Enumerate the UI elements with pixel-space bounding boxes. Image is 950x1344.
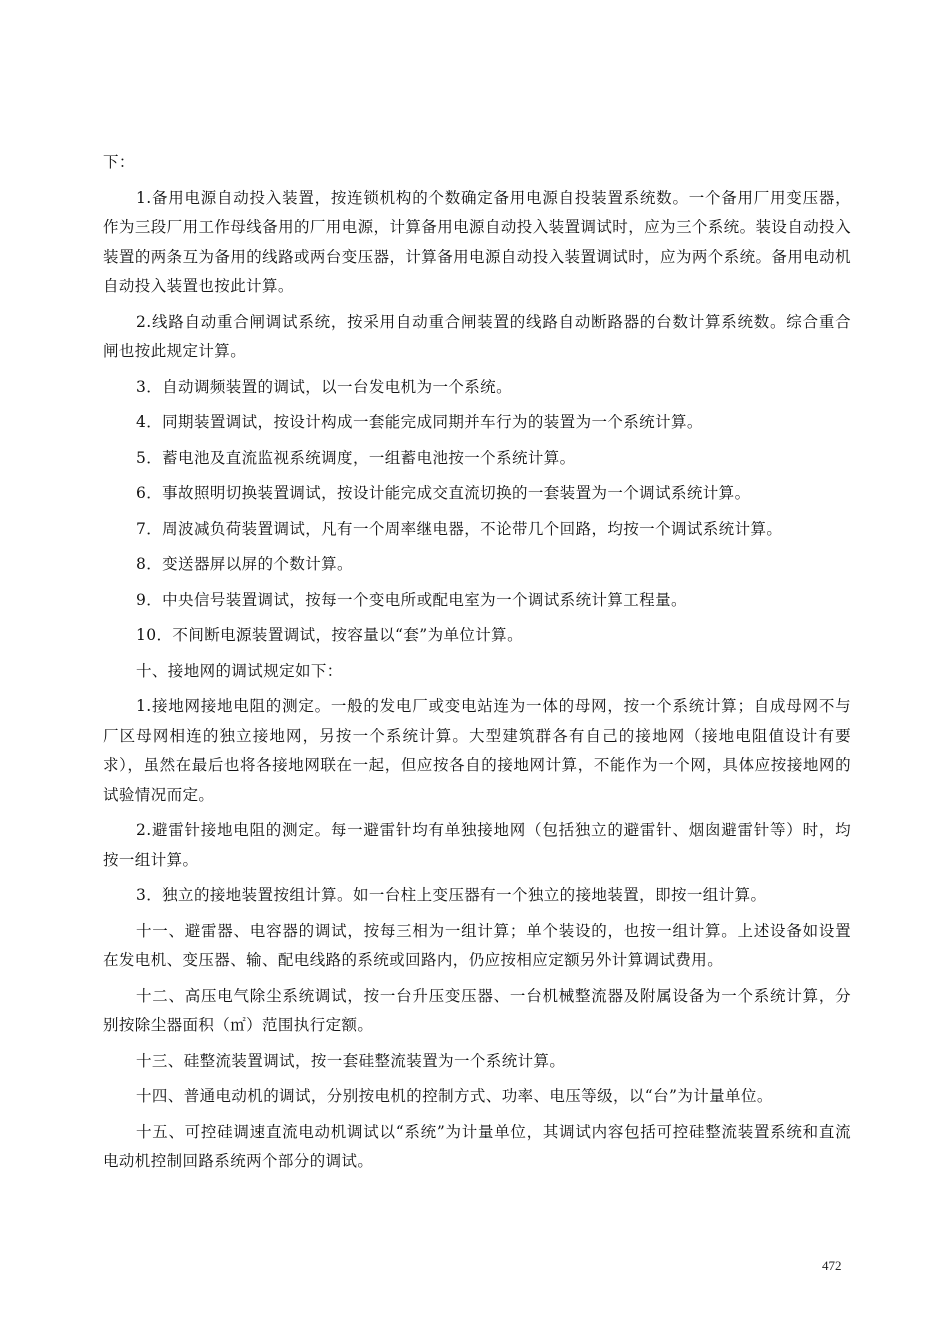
section-13: 十三、硅整流装置调试，按一套硅整流装置为一个系统计算。: [136, 1051, 566, 1070]
paragraph-grounding-2: 2.避雷针接地电阻的测定。每一避雷针均有单独接地网（包括独立的避雷针、烟囱避雷针等）时，均按一组计算。: [103, 821, 851, 869]
paragraph-item-9: 9．中央信号装置调试，按每一个变电所或配电室为一个调试系统计算工程量。: [136, 590, 687, 609]
paragraph-item-8: 8．变送器屏以屏的个数计算。: [136, 555, 353, 573]
paragraph-item-7: 7．周波减负荷装置调试，凡有一个周率继电器，不论带几个回路，均按一个调试系统计算。: [136, 519, 783, 538]
paragraph-grounding-3: 3．独立的接地装置按组计算。如一台柱上变压器有一个独立的接地装置，即按一组计算。: [136, 886, 767, 904]
paragraph-item-4: 4．同期装置调试，按设计构成一套能完成同期并车行为的装置为一个系统计算。: [136, 413, 703, 431]
section-12: 十二、高压电气除尘系统调试，按一台升压变压器、一台机械整流器及附属设备为一个系统计算，分别按除尘器面积（㎡）范围执行定额。: [103, 986, 851, 1034]
page-number: 472: [822, 1258, 842, 1273]
paragraph-item-10: 10．不间断电源装置调试，按容量以“套”为单位计算。: [136, 626, 523, 644]
paragraph-item-1: 1.备用电源自动投入装置，按连锁机构的个数确定备用电源自投装置系统数。一个备用厂用变压器，作为三段厂用工作母线备用的厂用电源，计算备用电源自动投入装置调试时，应为三个系统。装设自动投入装置的两条互为备用的线路或两台变压器，计算备用电源自动投入装置调试时，应为两个系统。备用电动机自动投入装置也按此计算。: [103, 188, 851, 295]
paragraph-item-2: 2.线路自动重合闸调试系统，按采用自动重合闸装置的线路自动断路器的台数计算系统数。综合重合闸也按此规定计算。: [103, 312, 851, 360]
paragraph-grounding-1: 1.接地网接地电阻的测定。一般的发电厂或变电站连为一体的母网，按一个系统计算；自成母网不与厂区母网相连的独立接地网，另按一个系统计算。大型建筑群各有自己的接地网（接地电阻值设计有要求），虽然在最后也将各接地网联在一起，但应按各自的接地网计算，不能作为一个网，具体应按接地网的试验情况而定。: [103, 697, 851, 804]
section-15: 十五、可控硅调速直流电动机调试以“系统”为计量单位，其调试内容包括可控硅整流装置系统和直流电动机控制回路系统两个部分的调试。: [103, 1122, 851, 1170]
document-body: [103, 148, 851, 1183]
paragraph-item-3: 3．自动调频装置的调试，以一台发电机为一个系统。: [136, 377, 512, 396]
paragraph-item-6: 6．事故照明切换装置调试，按设计能完成交直流切换的一套装置为一个调试系统计算。: [136, 484, 751, 502]
paragraph-item-5: 5．蓄电池及直流监视系统调度，一组蓄电池按一个系统计算。: [136, 448, 576, 467]
section-14: 十四、普通电动机的调试，分别按电机的控制方式、功率、电压等级，以“台”为计量单位。: [136, 1087, 773, 1105]
section-11: 十一、避雷器、电容器的调试，按每三相为一组计算；单个装设的，也按一组计算。上述设备如设置在发电机、变压器、输、配电线路的系统或回路内，仍应按相应定额另外计算调试费用。: [103, 921, 851, 969]
paragraph-continuation: 下：: [103, 153, 135, 171]
section-heading-10: 十、接地网的调试规定如下：: [136, 661, 343, 680]
